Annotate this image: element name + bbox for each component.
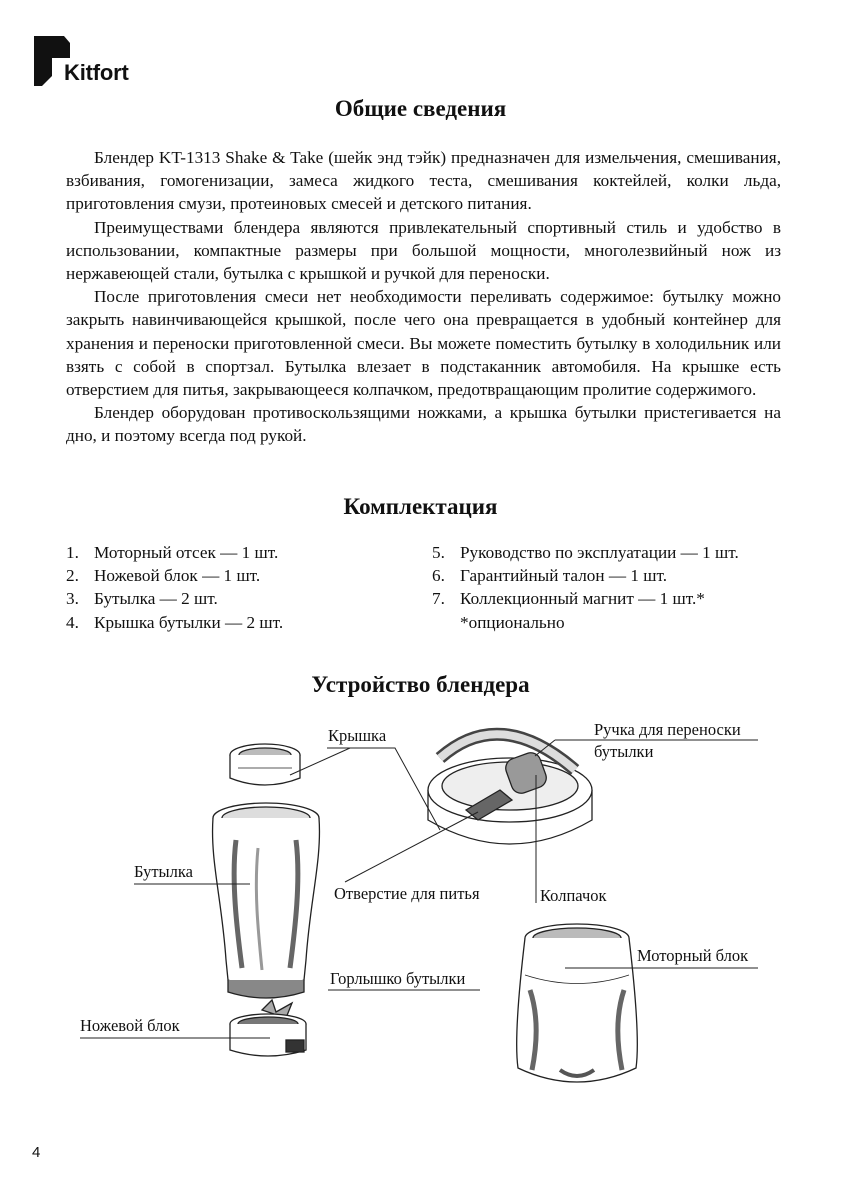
intro-paragraph-1: Блендер KT-1313 Shake & Take (шейк энд тэйк) предназначен для измельчения, смешивания, взбивания, гомогенизации, замеса жидкого теста, смешивания коктейлей, колки льда, приготовления смузи, протеиновых смесей и детского питания. — [66, 148, 781, 214]
label-blade-unit: Ножевой блок — [80, 1016, 180, 1035]
motor-base-icon — [517, 924, 638, 1082]
blade-unit-icon — [230, 1000, 306, 1056]
label-lid: Крышка — [328, 726, 387, 745]
list-item: 7. Коллекционный магнит — 1 шт.* — [432, 589, 705, 609]
label-drink-hole: Отверстие для питья — [334, 884, 480, 903]
intro-text — [66, 146, 781, 448]
label-bottle: Бутылка — [134, 862, 193, 881]
label-handle-line1: Ручка для переноски — [594, 720, 741, 739]
list-item: 3. Бутылка — 2 шт. — [66, 589, 218, 609]
list-item: 4. Крышка бутылки — 2 шт. — [66, 612, 284, 632]
small-lid-icon — [230, 744, 300, 785]
kit-note: *опционально — [460, 612, 565, 632]
kit-list-left — [66, 541, 283, 634]
kit-title: Комплектация — [343, 494, 498, 519]
brand-name: Kitfort — [64, 60, 129, 85]
list-item: 5. Руководство по эксплуатации — 1 шт. — [432, 543, 739, 562]
general-info-title: Общие сведения — [334, 96, 507, 121]
label-motor-unit: Моторный блок — [637, 946, 749, 965]
label-handle-line2: бутылки — [594, 742, 654, 761]
label-bottle-neck: Горлышко бутылки — [330, 969, 466, 988]
bottle-icon — [213, 803, 320, 998]
large-lid-icon — [428, 734, 592, 844]
kit-list-right — [432, 541, 739, 634]
intro-paragraph-4: Блендер оборудован противоскользящими ножками, а крышка бутылки пристегивается на дно, и поэтому всегда под рукой. — [66, 403, 781, 446]
list-item: 6. Гарантийный талон — 1 шт. — [432, 566, 667, 586]
page-number: 4 — [32, 1144, 41, 1161]
intro-paragraph-3: После приготовления смеси нет необходимости переливать содержимое: бутылку можно закрыть навинчивающейся крышкой, после чего она превращается в удобный контейнер для хранения и переноски приготовленной смеси. Вы можете поместить бутылку в холодильник или взять с собой в спортзал. Бутылка влезает в подстаканник автомобиля. На крышке есть отверстием для питья, закрывающееся колпачком, предотвращающим пролитие содержимого. — [66, 287, 781, 400]
label-cap: Колпачок — [540, 886, 607, 905]
list-item: 1. Моторный отсек — 1 шт. — [66, 543, 279, 562]
intro-paragraph-2: Преимуществами блендера являются привлекательный спортивный стиль и удобство в использовании, компактные размеры при большой мощности, многолезвийный нож из нержавеющей стали, бутылка с крышкой и ручкой для переноски. — [66, 217, 781, 284]
device-title: Устройство блендера — [311, 672, 530, 697]
list-item: 2. Ножевой блок — 1 шт. — [66, 566, 261, 586]
